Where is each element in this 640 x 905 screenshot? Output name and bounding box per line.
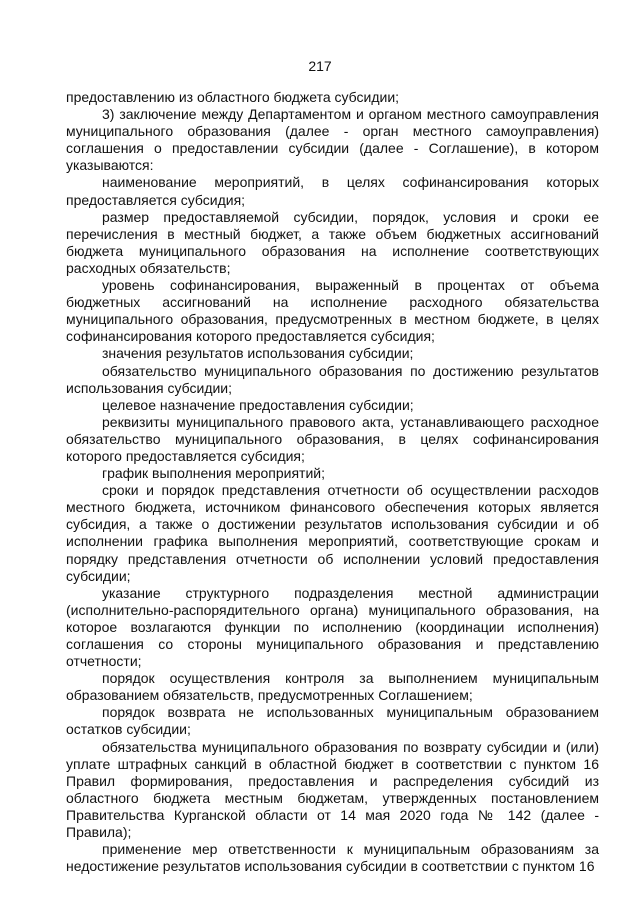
paragraph: указание структурного подразделения местной администрации (исполнительно-распорядительного органа) муниципального образования, на которое возлагаются функции по исполнению (координации исполнения) соглашения со стороны муниципального образования и представлению отчетности;	[66, 584, 599, 670]
paragraph: применение мер ответственности к муниципальным образованиям за недостижение результатов использования субсидии в соответствии с пунктом 16	[66, 841, 599, 875]
paragraph: график выполнения мероприятий;	[102, 465, 325, 482]
paragraph: размер предоставляемой субсидии, порядок, условия и сроки ее перечисления в местный бюджет, а также объем бюджетных ассигнований бюджета муниципального образования на исполнение соответствующих расходных обязательств;	[66, 208, 599, 276]
document-body	[66, 89, 599, 875]
page-number: 217	[308, 58, 332, 74]
paragraph: порядок осуществления контроля за выполнением муниципальным образованием обязательств, предусмотренных Соглашением;	[66, 670, 599, 704]
paragraph: 3) заключение между Департаментом и органом местного самоуправления муниципального образования (далее - орган местного самоуправления) соглашения о предоставлении субсидии (далее - Соглашение), в котором указываются:	[66, 106, 599, 174]
paragraph: порядок возврата не использованных муниципальным образованием остатков субсидии;	[66, 704, 599, 738]
paragraph: реквизиты муниципального правового акта, устанавливающего расходное обязательство муниципального образования, в целях софинансирования которого предоставляется субсидия;	[66, 413, 599, 464]
paragraph: обязательства муниципального образования по возврату субсидии и (или) уплате штрафных санкций в областной бюджет в соответствии с пунктом 16 Правил формирования, предоставления и распределения субсидий из областного бюджета местным бюджетам, утвержденных постановлением Правительства Курганской области от 14 мая 2020 года № 142 (далее - Правила);	[66, 738, 599, 841]
paragraph: наименование мероприятий, в целях софинансирования которых предоставляется субсидия;	[66, 174, 599, 208]
paragraph: предоставлению из областного бюджета субсидии;	[66, 89, 400, 105]
paragraph: обязательство муниципального образования по достижению результатов использования субсидии;	[66, 362, 599, 396]
paragraph: уровень софинансирования, выраженный в процентах от объема бюджетных ассигнований на исполнение расходного обязательства муниципального образования, предусмотренных в местном бюджете, в целях софинансирования которого предоставляется субсидия;	[66, 277, 599, 345]
paragraph: сроки и порядок представления отчетности об осуществлении расходов местного бюджета, источником финансового обеспечения которых является субсидия, а также о достижении результатов использования субсидии и об исполнении графика выполнения мероприятий, соответствующие срокам и порядку представления отчетности об исполнении условий предоставления субсидии;	[66, 482, 599, 584]
paragraph: целевое назначение предоставления субсидии;	[102, 396, 414, 413]
paragraph: значения результатов использования субсидии;	[102, 345, 414, 362]
